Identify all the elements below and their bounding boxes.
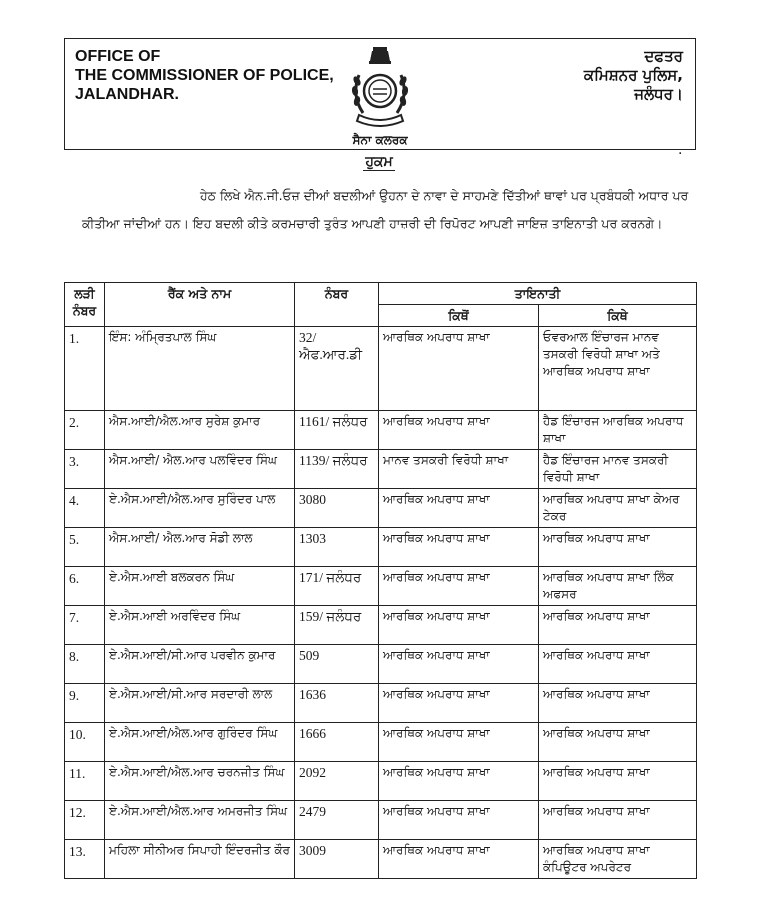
from-cell: ਆਰਥਿਕ ਅਪਰਾਧ ਸ਼ਾਖਾ xyxy=(379,723,539,762)
to-cell: ਆਰਥਿਕ ਅਪਰਾਧ ਸ਼ਾਖਾ ਲਿੰਕ ਅਫਸਰ xyxy=(539,567,697,606)
to-cell: ਹੈਡ ਇੰਚਾਰਜ ਮਾਨਵ ਤਸਕਰੀ ਵਿਰੋਧੀ ਸ਼ਾਖਾ xyxy=(539,450,697,489)
from-cell: ਆਰਥਿਕ ਅਪਰਾਧ ਸ਼ਾਖਾ xyxy=(379,762,539,801)
name-cell: ਏ.ਐਸ.ਆਈ/ਐਲ.ਆਰ ਅਮਰਜੀਤ ਸਿੰਘ xyxy=(105,801,295,840)
serial-cell: 7. xyxy=(65,606,105,645)
to-cell: ਆਰਥਿਕ ਅਪਰਾਧ ਸ਼ਾਖਾ ਕੰਪਿਊਟਰ ਅਪਰੇਟਰ xyxy=(539,840,697,879)
from-cell: ਆਰਥਿਕ ਅਪਰਾਧ ਸ਼ਾਖਾ xyxy=(379,645,539,684)
serial-cell: 13. xyxy=(65,840,105,879)
header-number: ਨੰਬਰ xyxy=(295,283,379,327)
number-cell: 1139/ ਜਲੰਧਰ xyxy=(295,450,379,489)
name-cell: ਏ.ਐਸ.ਆਈ ਬਲਕਰਨ ਸਿੰਘ xyxy=(105,567,295,606)
office-line: ਜਲੰਧਰ। xyxy=(634,85,683,103)
stray-mark: · xyxy=(678,146,683,162)
to-cell: ਆਰਥਿਕ ਅਪਰਾਧ ਸ਼ਾਖਾ xyxy=(539,801,697,840)
to-cell: ਆਰਥਿਕ ਅਪਰਾਧ ਸ਼ਾਖਾ xyxy=(539,723,697,762)
name-cell: ਇੰਸ: ਅੰਮ੍ਰਿਤਪਾਲ ਸਿੰਘ xyxy=(105,327,295,411)
table-row xyxy=(65,327,697,411)
number-cell: 159/ ਜਲੰਧਰ xyxy=(295,606,379,645)
serial-cell: 5. xyxy=(65,528,105,567)
to-cell: ਆਰਥਿਕ ਅਪਰਾਧ ਸ਼ਾਖਾ xyxy=(539,684,697,723)
table-row xyxy=(65,645,697,684)
from-cell: ਆਰਥਿਕ ਅਪਰਾਧ ਸ਼ਾਖਾ xyxy=(379,801,539,840)
name-cell: ਏ.ਐਸ.ਆਈ/ਸੀ.ਆਰ ਪਰਵੀਨ ਕੁਮਾਰ xyxy=(105,645,295,684)
serial-cell: 2. xyxy=(65,411,105,450)
table-row xyxy=(65,567,697,606)
from-cell: ਆਰਥਿਕ ਅਪਰਾਧ ਸ਼ਾਖਾ xyxy=(379,528,539,567)
table-row xyxy=(65,528,697,567)
number-cell: 32/ ਐਫ.ਆਰ.ਡੀ xyxy=(295,327,379,411)
name-cell: ਏ.ਐਸ.ਆਈ ਅਰਵਿੰਦਰ ਸਿੰਘ xyxy=(105,606,295,645)
from-cell: ਆਰਥਿਕ ਅਪਰਾਧ ਸ਼ਾਖਾ xyxy=(379,840,539,879)
order-title-text: ਹੁਕਮ xyxy=(365,154,393,170)
table-row xyxy=(65,606,697,645)
to-cell: ਓਵਰਆਲ ਇੰਚਾਰਜ ਮਾਨਵ ਤਸਕਰੀ ਵਿਰੋਧੀ ਸ਼ਾਖਾ ਅਤੇ ਆਰਥਿਕ ਅਪਰਾਧ ਸ਼ਾਖਾ xyxy=(539,327,697,411)
serial-cell: 3. xyxy=(65,450,105,489)
from-cell: ਆਰਥਿਕ ਅਪਰਾਧ ਸ਼ਾਖਾ xyxy=(379,327,539,411)
from-cell: ਆਰਥਿਕ ਅਪਰਾਧ ਸ਼ਾਖਾ xyxy=(379,489,539,528)
serial-cell: 9. xyxy=(65,684,105,723)
number-cell: 1303 xyxy=(295,528,379,567)
table-row xyxy=(65,801,697,840)
to-cell: ਆਰਥਿਕ ਅਪਰਾਧ ਸ਼ਾਖਾ xyxy=(539,645,697,684)
order-title xyxy=(0,154,758,170)
name-cell: ਮਹਿਲਾ ਸੀਨੀਅਰ ਸਿਪਾਹੀ ਇੰਦਰਜੀਤ ਕੌਰ xyxy=(105,840,295,879)
table-row xyxy=(65,489,697,528)
to-cell: ਆਰਥਿਕ ਅਪਰਾਧ ਸ਼ਾਖਾ xyxy=(539,606,697,645)
to-cell: ਹੈਡ ਇੰਚਾਰਜ ਆਰਥਿਕ ਅਪਰਾਧ ਸ਼ਾਖਾ xyxy=(539,411,697,450)
serial-cell: 10. xyxy=(65,723,105,762)
serial-cell: 1. xyxy=(65,327,105,411)
table-row xyxy=(65,723,697,762)
to-cell: ਆਰਥਿਕ ਅਪਰਾਧ ਸ਼ਾਖਾ ਕੇਅਰ ਟੇਕਰ xyxy=(539,489,697,528)
table-row xyxy=(65,840,697,879)
from-cell: ਮਾਨਵ ਤਸਕਰੀ ਵਿਰੋਧੀ ਸ਼ਾਖਾ xyxy=(379,450,539,489)
table-header-row xyxy=(65,283,697,305)
serial-cell: 8. xyxy=(65,645,105,684)
name-cell: ਏ.ਐਸ.ਆਈ/ਐਲ.ਆਰ ਗੁਰਿੰਦਰ ਸਿੰਘ xyxy=(105,723,295,762)
office-line: OFFICE OF xyxy=(75,48,161,65)
number-cell: 3009 xyxy=(295,840,379,879)
to-cell: ਆਰਥਿਕ ਅਪਰਾਧ ਸ਼ਾਖਾ xyxy=(539,528,697,567)
number-cell: 1161/ ਜਲੰਧਰ xyxy=(295,411,379,450)
to-cell: ਆਰਥਿਕ ਅਪਰਾਧ ਸ਼ਾਖਾ xyxy=(539,762,697,801)
number-cell: 509 xyxy=(295,645,379,684)
transfer-table xyxy=(64,282,697,879)
serial-cell: 4. xyxy=(65,489,105,528)
serial-cell: 6. xyxy=(65,567,105,606)
from-cell: ਆਰਥਿਕ ਅਪਰਾਧ ਸ਼ਾਖਾ xyxy=(379,567,539,606)
name-cell: ਐਸ.ਆਈ/ ਐਲ.ਆਰ ਪਲਵਿੰਦਰ ਸਿੰਘ xyxy=(105,450,295,489)
number-cell: 2092 xyxy=(295,762,379,801)
office-name-english xyxy=(75,47,334,104)
office-name-punjabi xyxy=(584,47,683,104)
from-cell: ਆਰਥਿਕ ਅਪਰਾਧ ਸ਼ਾਖਾ xyxy=(379,411,539,450)
number-cell: 1636 xyxy=(295,684,379,723)
name-cell: ਏ.ਐਸ.ਆਈ/ਐਲ.ਆਰ ਚਰਨਜੀਤ ਸਿੰਘ xyxy=(105,762,295,801)
emblem-caption: ਸੈਨਾ ਕਲਰਕ xyxy=(352,133,408,147)
header-from: ਕਿਥੋਂ xyxy=(379,305,539,327)
header-serial: ਲੜੀ ਨੰਬਰ xyxy=(65,283,105,327)
number-cell: 171/ ਜਲੰਧਰ xyxy=(295,567,379,606)
table-row xyxy=(65,450,697,489)
name-cell: ਐਸ.ਆਈ/ਐਲ.ਆਰ ਸੁਰੇਸ਼ ਕੁਮਾਰ xyxy=(105,411,295,450)
from-cell: ਆਰਥਿਕ ਅਪਰਾਧ ਸ਼ਾਖਾ xyxy=(379,606,539,645)
serial-cell: 11. xyxy=(65,762,105,801)
header-rank-name: ਰੈਂਕ ਅਤੇ ਨਾਮ xyxy=(105,283,295,327)
name-cell: ਏ.ਐਸ.ਆਈ/ਸੀ.ਆਰ ਸਰਦਾਰੀ ਲਾਲ xyxy=(105,684,295,723)
from-cell: ਆਰਥਿਕ ਅਪਰਾਧ ਸ਼ਾਖਾ xyxy=(379,684,539,723)
name-cell: ਐਸ.ਆਈ/ ਐਲ.ਆਰ ਸੋਡੀ ਲਾਲ xyxy=(105,528,295,567)
number-cell: 1666 xyxy=(295,723,379,762)
name-cell: ਏ.ਐਸ.ਆਈ/ਐਲ.ਆਰ ਸੁਰਿੰਦਰ ਪਾਲ xyxy=(105,489,295,528)
punjab-police-emblem-icon xyxy=(345,45,415,131)
header-to: ਕਿਥੇ xyxy=(539,305,697,327)
office-line: ਕਮਿਸ਼ਨਰ ਪੁਲਿਸ, xyxy=(583,66,683,84)
header-posting: ਤਾਇਨਾਤੀ xyxy=(379,283,697,305)
number-cell: 3080 xyxy=(295,489,379,528)
table-row xyxy=(65,684,697,723)
intro-paragraph: ਹੇਠ ਲਿਖੇ ਐਨ.ਜੀ.ਓਜ਼ ਦੀਆਂ ਬਦਲੀਆਂ ਉਹਨਾ ਦੇ ਨਾਵਾ ਦੇ ਸਾਹਮਣੇ ਦਿੱਤੀਆਂ ਥਾਵਾਂ ਪਰ ਪ੍ਰਬੰਧਕੀ ਅਧਾਰ ਪਰ ਕੀਤੀਆ ਜਾਂਦੀਆਂ ਹਨ। ਇਹ ਬਦਲੀ ਕੀਤੇ ਕਰਮਚਾਰੀ ਤੁਰੰਤ ਆਪਣੀ ਹਾਜ਼ਰੀ ਦੀ ਰਿਪੋਰਟ ਆਪਣੀ ਜਾਇਜ਼ ਤਾਇਨਾਤੀ ਪਰ ਕਰਨਗੇ। xyxy=(82,188,689,231)
office-line: ਦਫਤਰ xyxy=(644,47,683,65)
number-cell: 2479 xyxy=(295,801,379,840)
serial-cell: 12. xyxy=(65,801,105,840)
letterhead-box xyxy=(64,38,696,150)
table-row xyxy=(65,411,697,450)
office-line: THE COMMISSIONER OF POLICE, xyxy=(75,67,334,84)
office-line: JALANDHAR. xyxy=(75,86,179,103)
table-row xyxy=(65,762,697,801)
